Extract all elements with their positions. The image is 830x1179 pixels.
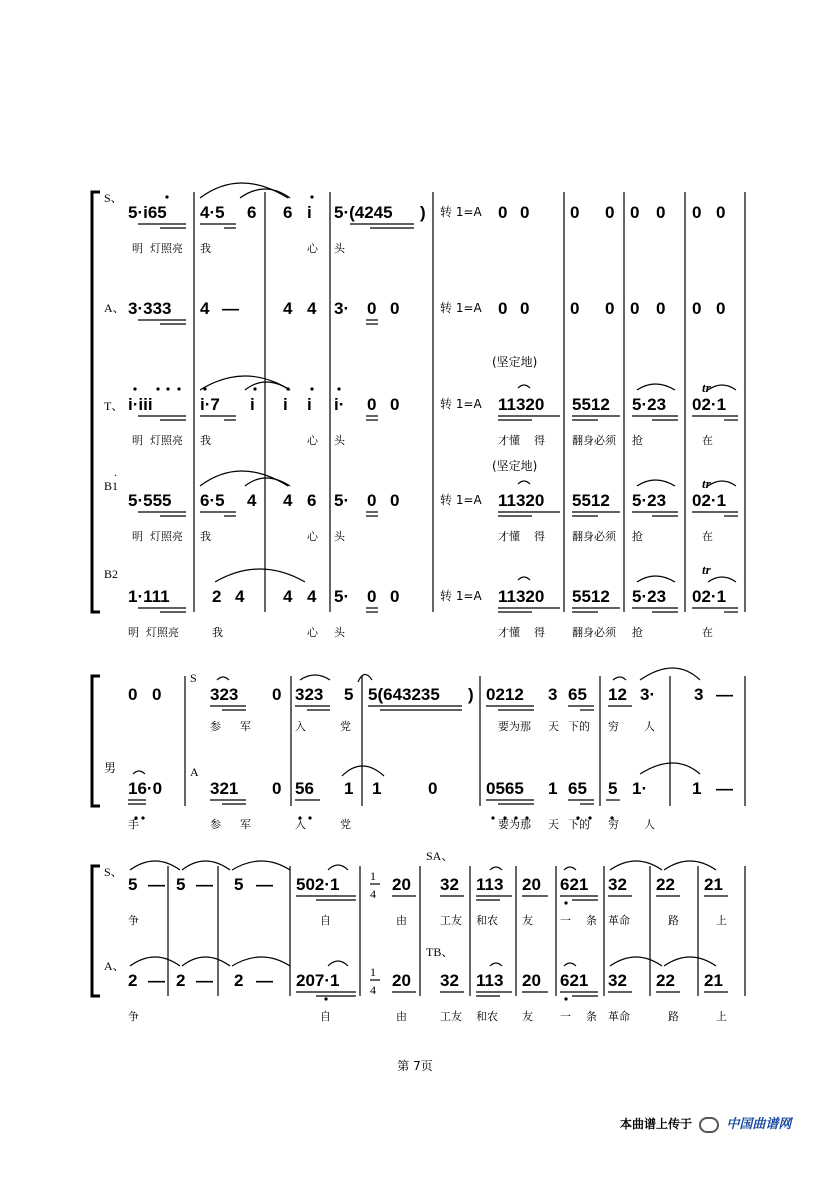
part-label: S、	[104, 191, 123, 205]
note: 0	[570, 299, 580, 318]
note: 5·	[334, 491, 350, 510]
note: 0	[605, 299, 615, 318]
note: 0	[367, 299, 377, 318]
note: )	[420, 203, 426, 222]
note: 0212	[486, 685, 524, 704]
part-label: B1	[104, 479, 119, 493]
note: 0	[390, 491, 400, 510]
note: 321	[210, 779, 239, 798]
note: 1	[692, 779, 702, 798]
note: 0	[716, 203, 726, 222]
note: 3·	[334, 299, 350, 318]
lyric: 我	[212, 626, 223, 639]
lyric: 灯照亮	[146, 626, 179, 639]
note: —	[148, 971, 165, 990]
note: 0	[570, 203, 580, 222]
time-sig-bottom: 4	[370, 983, 376, 997]
part-label: S	[190, 671, 197, 685]
lyric: 我	[200, 434, 211, 447]
note: —	[148, 875, 165, 894]
watermark[interactable]	[620, 1113, 791, 1133]
lyric: 明	[132, 434, 143, 447]
lyric: 党	[340, 720, 351, 733]
lyric: 天	[548, 720, 559, 733]
note: 5·(4245	[334, 203, 393, 222]
lyric: 穷	[608, 720, 619, 733]
note: 621	[560, 971, 589, 990]
note: 22	[656, 875, 675, 894]
lyric: 明	[128, 626, 139, 639]
part-label: A、	[104, 301, 125, 315]
lyric: 革命	[608, 1010, 630, 1023]
lyric: 由	[396, 1010, 407, 1023]
lyric: 头	[334, 434, 345, 447]
expression-mark: (坚定地)	[492, 459, 538, 473]
note: 0	[716, 299, 726, 318]
note: i	[283, 395, 288, 414]
note: 6	[307, 491, 317, 510]
note: i	[250, 395, 255, 414]
system3	[104, 849, 727, 1023]
note: 113	[476, 875, 504, 894]
lyric: 得	[534, 434, 545, 447]
note: 0	[367, 491, 377, 510]
lyric: 党	[340, 818, 351, 831]
note: )	[468, 685, 474, 704]
note: 02·1	[692, 491, 727, 510]
note: 5·	[334, 587, 350, 606]
note: —	[222, 299, 239, 318]
note: 11320	[498, 491, 545, 510]
note: 4	[283, 299, 293, 318]
note: 02·1	[692, 587, 727, 606]
note: 32	[440, 875, 459, 894]
note: 6·5	[200, 491, 225, 510]
lyric: 心	[307, 530, 318, 543]
lyric: 自	[320, 1010, 331, 1023]
lyric: 翻身必须	[572, 530, 616, 543]
trill-mark: tr	[702, 562, 711, 577]
note: 4	[200, 299, 210, 318]
lyric: 我	[200, 242, 211, 255]
lyric: 条	[586, 914, 597, 927]
note: 323	[210, 685, 239, 704]
note: 32	[608, 875, 627, 894]
part-label: A、	[104, 959, 125, 973]
lyric: 争	[128, 1010, 139, 1023]
note: 502·1	[296, 875, 340, 894]
note: 0	[272, 685, 282, 704]
lyric: 自	[320, 914, 331, 927]
lyric: 参	[210, 818, 221, 831]
note: 5512	[572, 491, 610, 510]
system2-bracket	[92, 676, 100, 806]
note: 2	[234, 971, 244, 990]
note: 0	[692, 203, 702, 222]
note: 4	[307, 299, 317, 318]
lyric: 军	[240, 720, 251, 733]
system3-bracket	[92, 866, 100, 996]
note: —	[716, 685, 733, 704]
note: 1·	[632, 779, 648, 798]
note: 0	[520, 299, 530, 318]
part-label: B2	[104, 567, 119, 581]
part-label: 男	[104, 761, 117, 775]
lyric: 明	[132, 242, 143, 255]
lyric: 下的	[568, 818, 590, 831]
lyric: 上	[716, 1010, 727, 1023]
note: 0	[692, 299, 702, 318]
lyric: 要为那	[498, 818, 531, 831]
lyric: 穷	[608, 818, 619, 831]
note: 5(643235	[368, 685, 440, 704]
note: 11320	[498, 395, 545, 414]
lyric: 明	[132, 530, 143, 543]
lyric: 得	[534, 626, 545, 639]
lyric: 一	[560, 1010, 571, 1023]
page-number: 第 7页	[397, 1059, 433, 1073]
lyric: 由	[396, 914, 407, 927]
lyric: 在	[702, 530, 713, 543]
note: 5	[608, 779, 618, 798]
part-dot: .	[114, 465, 117, 479]
note: 5·23	[632, 491, 667, 510]
system1	[104, 191, 726, 639]
lyric: 下的	[568, 720, 590, 733]
note: 6	[247, 203, 257, 222]
lyric: 天	[548, 818, 559, 831]
part-label: TB、	[426, 945, 454, 959]
key-change: 转 1=A	[440, 205, 482, 219]
note: 4	[283, 587, 293, 606]
note: 22	[656, 971, 675, 990]
note: 21	[704, 875, 723, 894]
note: 0	[128, 685, 138, 704]
lyric: 入	[295, 720, 306, 733]
note: 0	[630, 203, 640, 222]
lyric: 心	[307, 242, 318, 255]
note: i·7	[200, 395, 220, 414]
note: 20	[392, 971, 411, 990]
note: 0	[428, 779, 438, 798]
note: 0	[367, 395, 377, 414]
note: 5512	[572, 395, 610, 414]
key-change: 转 1=A	[440, 397, 482, 411]
lyric: 抢	[632, 434, 643, 447]
time-sig-top: 1	[370, 869, 376, 883]
time-sig-bottom: 4	[370, 887, 376, 901]
note: i	[307, 395, 312, 414]
note: 4	[235, 587, 245, 606]
key-change: 转 1=A	[440, 301, 482, 315]
lyric: 头	[334, 242, 345, 255]
lyric: 上	[716, 914, 727, 927]
lyric: 我	[200, 530, 211, 543]
note: —	[196, 971, 213, 990]
note: 5512	[572, 587, 610, 606]
lyric: 一	[560, 914, 571, 927]
lyric: 革命	[608, 914, 630, 927]
lyric: 工友	[440, 1010, 462, 1023]
lyric: 得	[534, 530, 545, 543]
note: 21	[704, 971, 723, 990]
note: 56	[295, 779, 314, 798]
system1-bracket	[92, 192, 100, 612]
lyric: 友	[522, 914, 533, 927]
lyric: 在	[702, 434, 713, 447]
note: 16·0	[128, 779, 163, 798]
note: 3·	[640, 685, 656, 704]
lyric: 和农	[476, 914, 498, 927]
lyric: 心	[307, 434, 318, 447]
lyric: 军	[240, 818, 251, 831]
note: 12	[608, 685, 627, 704]
lyric: 和农	[476, 1010, 498, 1023]
part-label: T、	[104, 399, 124, 413]
note: 4·5	[200, 203, 225, 222]
lyric: 抢	[632, 530, 643, 543]
note: 1	[372, 779, 382, 798]
lyric: 才懂	[498, 530, 520, 543]
note: —	[256, 971, 273, 990]
key-change: 转 1=A	[440, 493, 482, 507]
lyric: 争	[128, 914, 139, 927]
note: —	[716, 779, 733, 798]
note: 32	[440, 971, 459, 990]
note: 0	[605, 203, 615, 222]
lyric: 抢	[632, 626, 643, 639]
note: 0	[656, 203, 666, 222]
note: 4	[307, 587, 317, 606]
note: 0	[498, 203, 508, 222]
note: 0565	[486, 779, 524, 798]
note: 2	[128, 971, 138, 990]
trill-mark: tr	[702, 476, 711, 491]
note: 20	[392, 875, 411, 894]
note: 3	[694, 685, 704, 704]
part-label: S、	[104, 865, 123, 879]
lyric: 手	[128, 818, 139, 831]
note: 0	[390, 587, 400, 606]
note: 3·333	[128, 299, 172, 318]
note: 3	[548, 685, 558, 704]
lyric: 路	[668, 914, 679, 927]
note: 4	[247, 491, 257, 510]
note: 4	[283, 491, 293, 510]
note: 2	[176, 971, 186, 990]
note: 5·23	[632, 587, 667, 606]
note: i·iii	[128, 395, 153, 414]
note: 1	[548, 779, 558, 798]
note: 5·23	[632, 395, 667, 414]
part-label: SA、	[426, 849, 454, 863]
watermark-brand: 中国曲谱网	[726, 1117, 792, 1132]
note: 5	[176, 875, 186, 894]
note: 65	[568, 779, 587, 798]
note: 20	[522, 875, 541, 894]
lyric: 人	[644, 720, 655, 733]
lyric: 才懂	[498, 626, 520, 639]
lyric: 要为那	[498, 720, 531, 733]
note: 0	[152, 685, 162, 704]
note: 0	[367, 587, 377, 606]
system2	[104, 671, 733, 831]
note: 5	[234, 875, 244, 894]
note: 02·1	[692, 395, 727, 414]
note: 32	[608, 971, 627, 990]
note: 323	[295, 685, 324, 704]
time-sig-top: 1	[370, 965, 376, 979]
lyric: 灯照亮	[150, 530, 183, 543]
note: 5·i65	[128, 203, 167, 222]
lyric: 翻身必须	[572, 626, 616, 639]
note: —	[256, 875, 273, 894]
note: 2	[212, 587, 222, 606]
note: 113	[476, 971, 504, 990]
note: 20	[522, 971, 541, 990]
lyric: 心	[307, 626, 318, 639]
note: 1	[344, 779, 354, 798]
lyric: 灯照亮	[150, 434, 183, 447]
note: 6	[283, 203, 293, 222]
note: 11320	[498, 587, 545, 606]
note: 0	[390, 395, 400, 414]
lyric: 条	[586, 1010, 597, 1023]
note: 5·555	[128, 491, 172, 510]
note: 5	[128, 875, 138, 894]
note: i	[307, 203, 312, 222]
lyric: 工友	[440, 914, 462, 927]
note: —	[196, 875, 213, 894]
note: 0	[656, 299, 666, 318]
lyric: 参	[210, 720, 221, 733]
note: 0	[630, 299, 640, 318]
lyric: 翻身必须	[572, 434, 616, 447]
lyric: 才懂	[498, 434, 520, 447]
lyric: 在	[702, 626, 713, 639]
trill-mark: tr	[702, 380, 711, 395]
part-label: A	[190, 765, 199, 779]
lyric: 入	[295, 818, 306, 831]
lyric: 头	[334, 530, 345, 543]
note: 621	[560, 875, 589, 894]
site-logo-icon	[699, 1117, 719, 1133]
expression-mark: (坚定地)	[492, 355, 538, 369]
note: 207·1	[296, 971, 340, 990]
note: 0	[272, 779, 282, 798]
note: 0	[498, 299, 508, 318]
note: 0	[390, 299, 400, 318]
watermark-text: 本曲谱上传于	[620, 1117, 693, 1131]
note: 5	[344, 685, 354, 704]
note: 1·111	[128, 587, 170, 606]
note: 65	[568, 685, 587, 704]
lyric: 友	[522, 1010, 533, 1023]
lyric: 灯照亮	[150, 242, 183, 255]
lyric: 路	[668, 1010, 679, 1023]
note: 0	[520, 203, 530, 222]
note: i·	[334, 395, 345, 414]
lyric: 人	[644, 818, 655, 831]
key-change: 转 1=A	[440, 589, 482, 603]
lyric: 头	[334, 626, 345, 639]
